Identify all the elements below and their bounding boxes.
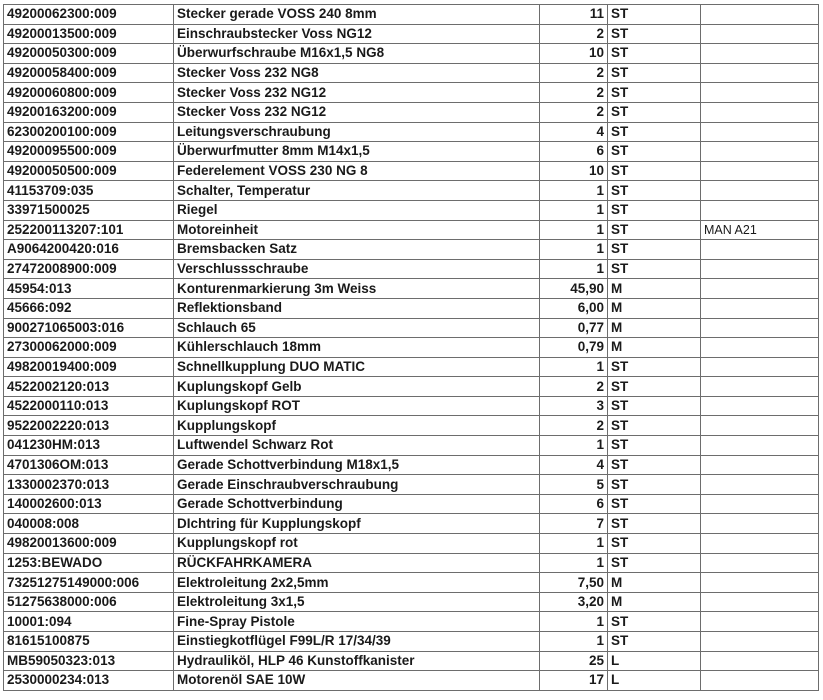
quantity-cell: 10	[540, 161, 608, 181]
table-row	[4, 455, 819, 475]
quantity-cell: 3	[540, 396, 608, 416]
note-cell	[701, 436, 819, 456]
quantity-cell: 1	[540, 200, 608, 220]
unit-cell: ST	[608, 5, 701, 25]
quantity-cell: 2	[540, 416, 608, 436]
quantity-cell: 7	[540, 514, 608, 534]
table-row	[4, 142, 819, 162]
note-cell	[701, 475, 819, 495]
part-number-cell: 252200113207:101	[4, 220, 174, 240]
unit-cell: ST	[608, 632, 701, 652]
unit-cell: ST	[608, 436, 701, 456]
description-cell: Gerade Schottverbindung M18x1,5	[174, 455, 540, 475]
quantity-cell: 0,79	[540, 338, 608, 358]
unit-cell: ST	[608, 161, 701, 181]
part-number-cell: 41153709:035	[4, 181, 174, 201]
unit-cell: ST	[608, 122, 701, 142]
description-cell: Gerade Schottverbindung	[174, 494, 540, 514]
table-row	[4, 671, 819, 691]
quantity-cell: 2	[540, 102, 608, 122]
unit-cell: ST	[608, 514, 701, 534]
table-row	[4, 122, 819, 142]
quantity-cell: 0,77	[540, 318, 608, 338]
part-number-cell: 49820013600:009	[4, 534, 174, 554]
description-cell: Einstiegkotflügel F99L/R 17/34/39	[174, 632, 540, 652]
table-row	[4, 220, 819, 240]
note-cell	[701, 44, 819, 64]
part-number-cell: 49820019400:009	[4, 357, 174, 377]
part-number-cell: 45666:092	[4, 298, 174, 318]
description-cell: Stecker gerade VOSS 240 8mm	[174, 5, 540, 25]
description-cell: Gerade Einschraubverschraubung	[174, 475, 540, 495]
note-cell	[701, 298, 819, 318]
part-number-cell: 4522002120:013	[4, 377, 174, 397]
unit-cell: ST	[608, 259, 701, 279]
quantity-cell: 2	[540, 377, 608, 397]
unit-cell: ST	[608, 220, 701, 240]
unit-cell: ST	[608, 83, 701, 103]
quantity-cell: 1	[540, 240, 608, 260]
note-cell	[701, 357, 819, 377]
table-row	[4, 318, 819, 338]
part-number-cell: 4522000110:013	[4, 396, 174, 416]
description-cell: Elektroleitung 2x2,5mm	[174, 573, 540, 593]
unit-cell: ST	[608, 553, 701, 573]
quantity-cell: 3,20	[540, 592, 608, 612]
table-row	[4, 592, 819, 612]
description-cell: Luftwendel Schwarz Rot	[174, 436, 540, 456]
description-cell: Federelement VOSS 230 NG 8	[174, 161, 540, 181]
part-number-cell: 140002600:013	[4, 494, 174, 514]
part-number-cell: 49200013500:009	[4, 24, 174, 44]
note-cell	[701, 455, 819, 475]
description-cell: RÜCKFAHRKAMERA	[174, 553, 540, 573]
quantity-cell: 45,90	[540, 279, 608, 299]
table-row	[4, 5, 819, 25]
part-number-cell: 10001:094	[4, 612, 174, 632]
table-row	[4, 83, 819, 103]
note-cell	[701, 612, 819, 632]
description-cell: Überwurfmutter 8mm M14x1,5	[174, 142, 540, 162]
table-row	[4, 181, 819, 201]
description-cell: Überwurfschraube M16x1,5 NG8	[174, 44, 540, 64]
part-number-cell: 81615100875	[4, 632, 174, 652]
note-cell	[701, 416, 819, 436]
unit-cell: L	[608, 671, 701, 691]
table-row	[4, 279, 819, 299]
description-cell: Stecker Voss 232 NG12	[174, 83, 540, 103]
unit-cell: ST	[608, 24, 701, 44]
table-row	[4, 161, 819, 181]
note-cell	[701, 142, 819, 162]
table-row	[4, 534, 819, 554]
unit-cell: ST	[608, 102, 701, 122]
note-cell	[701, 5, 819, 25]
unit-cell: M	[608, 592, 701, 612]
part-number-cell: 62300200100:009	[4, 122, 174, 142]
unit-cell: ST	[608, 455, 701, 475]
note-cell	[701, 83, 819, 103]
unit-cell: M	[608, 573, 701, 593]
part-number-cell: 27300062000:009	[4, 338, 174, 358]
quantity-cell: 2	[540, 83, 608, 103]
table-row	[4, 63, 819, 83]
table-row	[4, 651, 819, 671]
note-cell	[701, 573, 819, 593]
description-cell: Fine-Spray Pistole	[174, 612, 540, 632]
unit-cell: ST	[608, 63, 701, 83]
description-cell: Verschlussschraube	[174, 259, 540, 279]
note-cell	[701, 102, 819, 122]
quantity-cell: 1	[540, 553, 608, 573]
note-cell	[701, 553, 819, 573]
description-cell: Schalter, Temperatur	[174, 181, 540, 201]
quantity-cell: 6	[540, 494, 608, 514]
unit-cell: M	[608, 318, 701, 338]
unit-cell: ST	[608, 181, 701, 201]
description-cell: Stecker Voss 232 NG12	[174, 102, 540, 122]
part-number-cell: 49200062300:009	[4, 5, 174, 25]
description-cell: Elektroleitung 3x1,5	[174, 592, 540, 612]
part-number-cell: 49200060800:009	[4, 83, 174, 103]
table-row	[4, 573, 819, 593]
quantity-cell: 1	[540, 436, 608, 456]
table-row	[4, 200, 819, 220]
description-cell: Einschraubstecker Voss NG12	[174, 24, 540, 44]
quantity-cell: 1	[540, 534, 608, 554]
description-cell: Riegel	[174, 200, 540, 220]
note-cell	[701, 671, 819, 691]
unit-cell: ST	[608, 200, 701, 220]
unit-cell: ST	[608, 416, 701, 436]
description-cell: Stecker Voss 232 NG8	[174, 63, 540, 83]
description-cell: Kuplungskopf ROT	[174, 396, 540, 416]
note-cell	[701, 24, 819, 44]
table-row	[4, 475, 819, 495]
table-row	[4, 102, 819, 122]
unit-cell: ST	[608, 44, 701, 64]
table-row	[4, 377, 819, 397]
note-cell: MAN A21	[701, 220, 819, 240]
note-cell	[701, 122, 819, 142]
quantity-cell: 11	[540, 5, 608, 25]
part-number-cell: 73251275149000:006	[4, 573, 174, 593]
table-row	[4, 436, 819, 456]
note-cell	[701, 63, 819, 83]
quantity-cell: 10	[540, 44, 608, 64]
unit-cell: ST	[608, 240, 701, 260]
table-row	[4, 494, 819, 514]
note-cell	[701, 338, 819, 358]
quantity-cell: 17	[540, 671, 608, 691]
part-number-cell: 4701306OM:013	[4, 455, 174, 475]
quantity-cell: 2	[540, 24, 608, 44]
part-number-cell: 51275638000:006	[4, 592, 174, 612]
description-cell: Motorenöl SAE 10W	[174, 671, 540, 691]
note-cell	[701, 651, 819, 671]
unit-cell: ST	[608, 396, 701, 416]
note-cell	[701, 240, 819, 260]
table-row	[4, 632, 819, 652]
part-number-cell: 1330002370:013	[4, 475, 174, 495]
unit-cell: ST	[608, 534, 701, 554]
quantity-cell: 7,50	[540, 573, 608, 593]
part-number-cell: 900271065003:016	[4, 318, 174, 338]
part-number-cell: 45954:013	[4, 279, 174, 299]
table-row	[4, 44, 819, 64]
unit-cell: ST	[608, 475, 701, 495]
description-cell: Kühlerschlauch 18mm	[174, 338, 540, 358]
description-cell: Leitungsverschraubung	[174, 122, 540, 142]
part-number-cell: 27472008900:009	[4, 259, 174, 279]
unit-cell: L	[608, 651, 701, 671]
note-cell	[701, 377, 819, 397]
description-cell: Kupplungskopf	[174, 416, 540, 436]
part-number-cell: 2530000234:013	[4, 671, 174, 691]
part-number-cell: 33971500025	[4, 200, 174, 220]
note-cell	[701, 514, 819, 534]
part-number-cell: 041230HM:013	[4, 436, 174, 456]
quantity-cell: 1	[540, 612, 608, 632]
table-row	[4, 240, 819, 260]
parts-table-body	[4, 5, 819, 691]
quantity-cell: 4	[540, 455, 608, 475]
note-cell	[701, 632, 819, 652]
note-cell	[701, 181, 819, 201]
note-cell	[701, 200, 819, 220]
note-cell	[701, 318, 819, 338]
note-cell	[701, 161, 819, 181]
unit-cell: M	[608, 279, 701, 299]
table-row	[4, 514, 819, 534]
part-number-cell: 9522002220:013	[4, 416, 174, 436]
quantity-cell: 25	[540, 651, 608, 671]
part-number-cell: 49200163200:009	[4, 102, 174, 122]
quantity-cell: 4	[540, 122, 608, 142]
note-cell	[701, 494, 819, 514]
description-cell: Kuplungskopf Gelb	[174, 377, 540, 397]
part-number-cell: A9064200420:016	[4, 240, 174, 260]
part-number-cell: 49200050500:009	[4, 161, 174, 181]
part-number-cell: 49200058400:009	[4, 63, 174, 83]
quantity-cell: 1	[540, 632, 608, 652]
table-row	[4, 416, 819, 436]
quantity-cell: 2	[540, 63, 608, 83]
quantity-cell: 5	[540, 475, 608, 495]
description-cell: DIchtring für Kupplungskopf	[174, 514, 540, 534]
quantity-cell: 1	[540, 181, 608, 201]
description-cell: Bremsbacken Satz	[174, 240, 540, 260]
quantity-cell: 1	[540, 220, 608, 240]
unit-cell: ST	[608, 357, 701, 377]
part-number-cell: 49200095500:009	[4, 142, 174, 162]
part-number-cell: 040008:008	[4, 514, 174, 534]
table-row	[4, 396, 819, 416]
unit-cell: ST	[608, 377, 701, 397]
unit-cell: ST	[608, 612, 701, 632]
note-cell	[701, 259, 819, 279]
part-number-cell: 1253:BEWADO	[4, 553, 174, 573]
table-row	[4, 24, 819, 44]
note-cell	[701, 396, 819, 416]
note-cell	[701, 592, 819, 612]
part-number-cell: MB59050323:013	[4, 651, 174, 671]
description-cell: Reflektionsband	[174, 298, 540, 318]
table-row	[4, 612, 819, 632]
table-row	[4, 259, 819, 279]
unit-cell: ST	[608, 494, 701, 514]
description-cell: Konturenmarkierung 3m Weiss	[174, 279, 540, 299]
unit-cell: M	[608, 298, 701, 318]
note-cell	[701, 279, 819, 299]
parts-table	[3, 4, 819, 691]
table-row	[4, 338, 819, 358]
table-row	[4, 553, 819, 573]
quantity-cell: 6,00	[540, 298, 608, 318]
description-cell: Schnellkupplung DUO MATIC	[174, 357, 540, 377]
quantity-cell: 1	[540, 357, 608, 377]
quantity-cell: 6	[540, 142, 608, 162]
table-row	[4, 357, 819, 377]
unit-cell: M	[608, 338, 701, 358]
description-cell: Schlauch 65	[174, 318, 540, 338]
quantity-cell: 1	[540, 259, 608, 279]
description-cell: Motoreinheit	[174, 220, 540, 240]
part-number-cell: 49200050300:009	[4, 44, 174, 64]
description-cell: Hydrauliköl, HLP 46 Kunstoffkanister	[174, 651, 540, 671]
unit-cell: ST	[608, 142, 701, 162]
description-cell: Kupplungskopf rot	[174, 534, 540, 554]
note-cell	[701, 534, 819, 554]
table-row	[4, 298, 819, 318]
